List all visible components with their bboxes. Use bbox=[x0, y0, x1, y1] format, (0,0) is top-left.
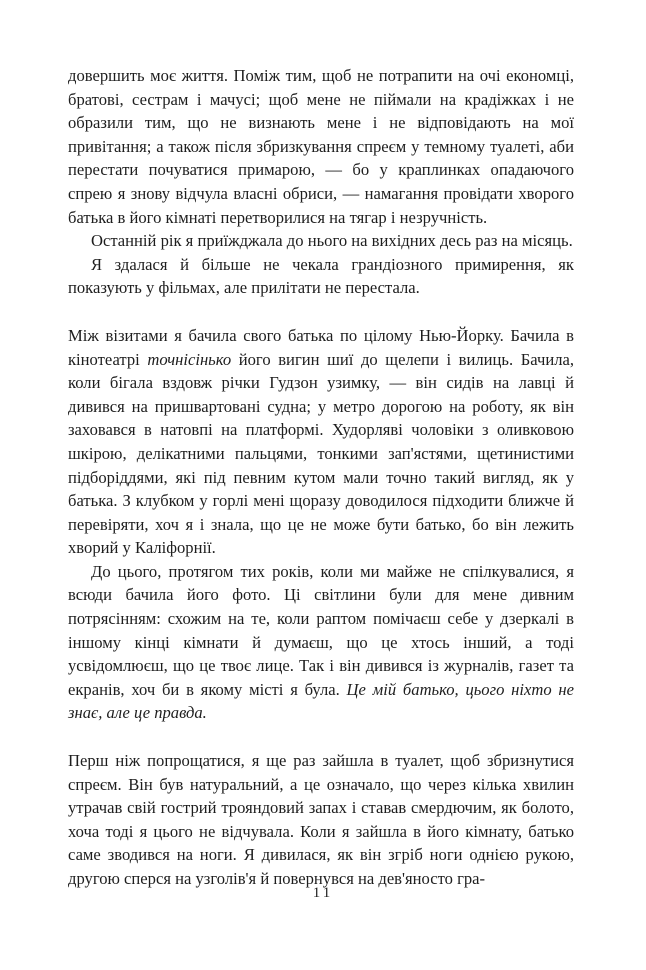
paragraph-5-text: До цього, протягом тих років, коли ми майже не спілкувалися, я всюди бачила його фото. Ці світлини були для мене дивним потрясінням: схожим на те, коли раптом помічаєш себе у дзеркалі в іншому кінці кімнати й думаєш, що це хтось інший, а тоді усвідомлюєш, що це твоє лице. Так і він дивився із журналів, газет та екранів, хоч би в якому місті я була. bbox=[68, 561, 574, 699]
paragraph-4 bbox=[68, 324, 574, 560]
paragraph-3: Я здалася й більше не чекала грандіозного примирення, як показують у фільмах, але прилітати не перестала. bbox=[68, 254, 574, 298]
paragraph-4-text-start: Між візитами я бачила свого батька по цілому Нью-Йорку. Бачила в кінотеатрі bbox=[68, 325, 574, 369]
paragraph-5 bbox=[68, 560, 574, 725]
paragraph-6: Перш ніж попрощатися, я ще раз зайшла в туалет, щоб збризнутися спреєм. Він був натуральний, а це означало, що через кілька хвилин утрачав свій гострий трояндовий запах і ставав смердючим, як болото, хоча тоді я цього не відчувала. Коли я зайшла в його кімнату, батько саме зводився на ноги. Я дивилася, як він згріб ноги однією рукою, другою сперся на узголів'я й повернувся на дев'яносто гра- bbox=[68, 751, 574, 888]
body-text bbox=[68, 64, 574, 891]
paragraph-1: довершить моє життя. Поміж тим, щоб не потрапити на очі економці, братові, сестрам і мачусі; щоб мене не піймали на крадіжках і не образили тим, що не визнають мене і не відповідають на мої привітання; а також після збризкування спреєм у темному туалеті, аби перестати почуватися примарою, — бо у краплинках опадаючого спрею я знову відчула власні обриси, — намагання провідати хворого батька в його кімнаті перетворилися на тягар і незручність. bbox=[68, 66, 574, 227]
section-break-2 bbox=[68, 725, 574, 749]
paragraph-4-italic: точнісінько bbox=[147, 349, 232, 369]
paragraph-4-text-end: його вигин шиї до щелепи і вилиць. Бачила, коли бігала вздовж річки Гудзон узимку, — він сидів на лавці й дивився на пришвартовані судна; у метро дорогою на роботу, як він заховався в натовпі на платформі. Худорляві чоловіки з оливковою шкірою, делікатними пальцями, тонкими зап'ястями, щетинистими підборіддями, які під певним кутом мали точно такий вигляд, як у батька. З клубком у горлі мені щоразу доводилося підходити ближче й перевіряти, хоч я і знала, що це не може бути батько, бо він лежить хворий у Каліфорнії. bbox=[68, 349, 574, 558]
paragraph-2: Останній рік я приїжджала до нього на вихідних десь раз на місяць. bbox=[91, 231, 573, 251]
paragraph-5-italic: Це мій батько, цього ніхто не знає, але це правда. bbox=[68, 679, 575, 723]
section-break bbox=[68, 300, 574, 324]
page-number: 11 bbox=[312, 885, 334, 901]
